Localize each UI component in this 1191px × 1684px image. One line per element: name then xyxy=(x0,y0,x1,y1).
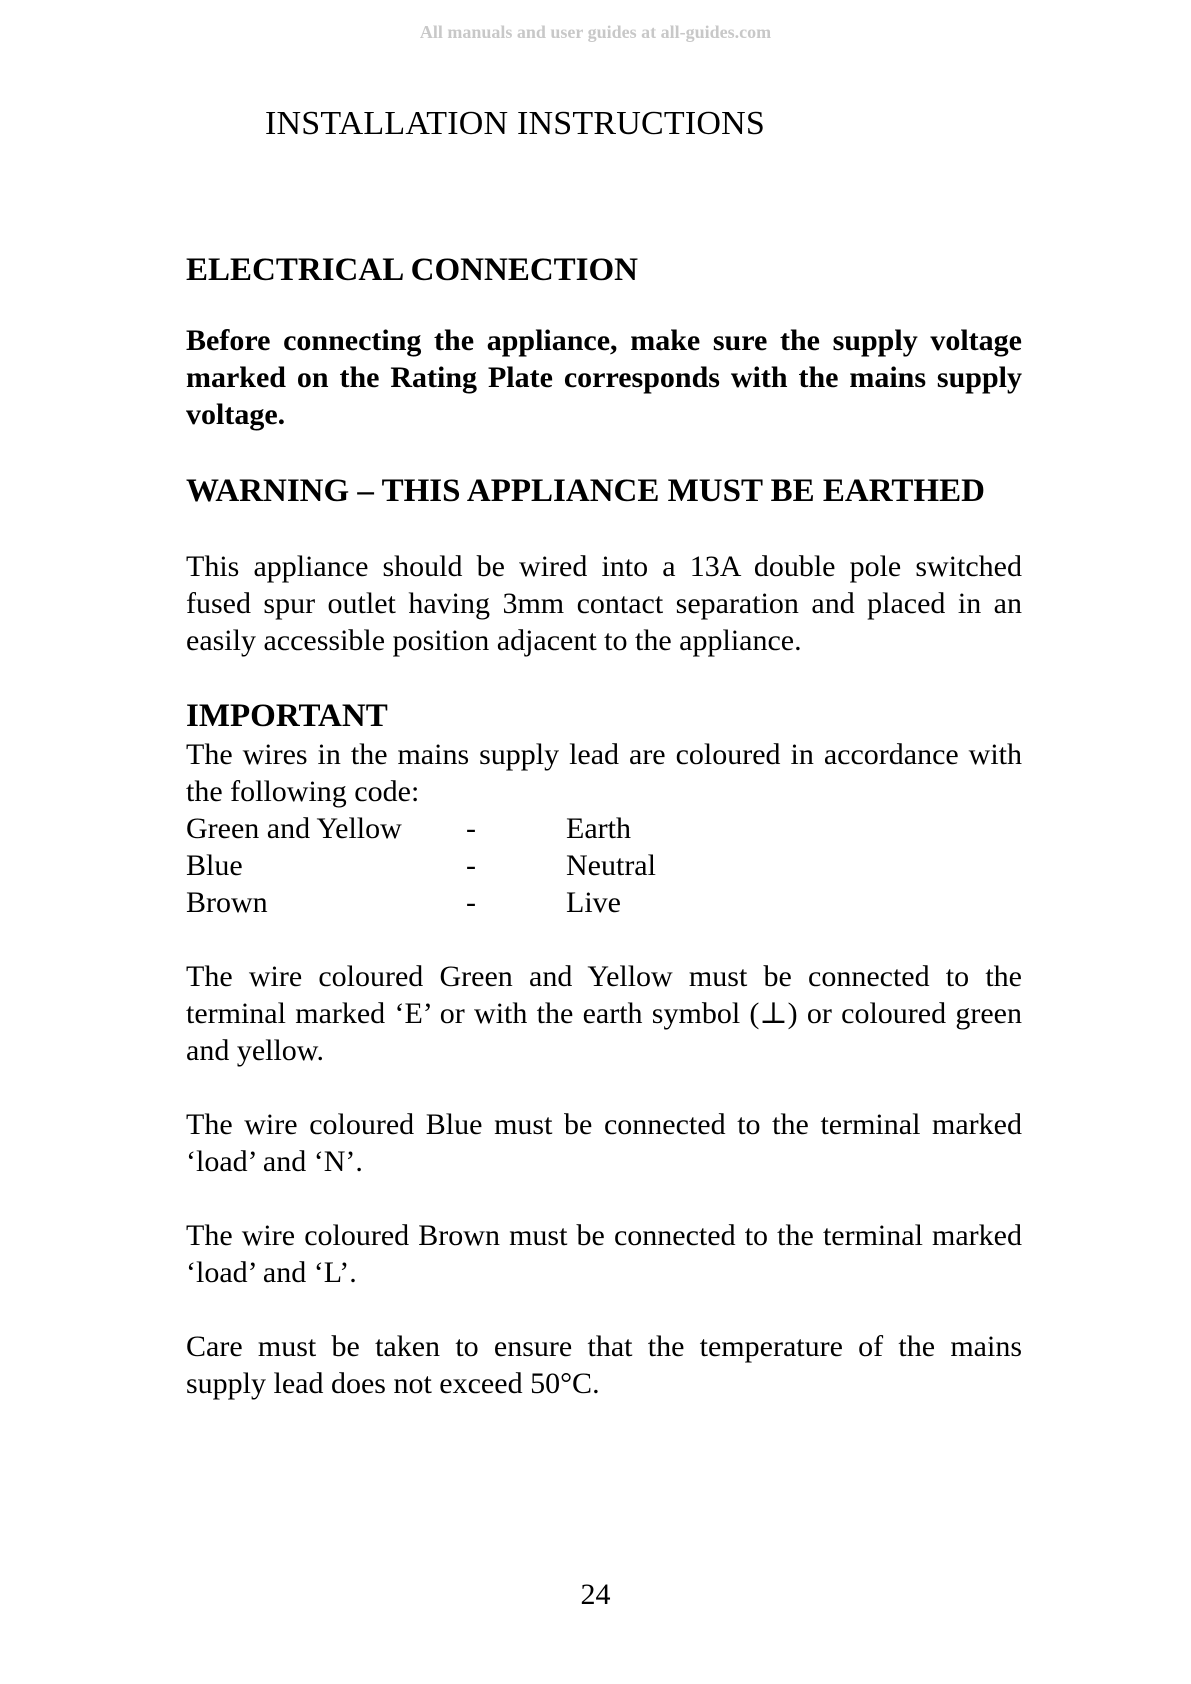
page-number: 24 xyxy=(580,1578,611,1611)
wire-colour-table xyxy=(186,810,1022,921)
blue-wire-paragraph: The wire coloured Blue must be connected to the terminal marked ‘load’ and ‘N’. xyxy=(186,1108,1022,1178)
warning-earthed-heading: WARNING – THIS APPLIANCE MUST BE EARTHED xyxy=(186,473,985,509)
wire-dash: - xyxy=(466,812,476,845)
temperature-paragraph: Care must be taken to ensure that the temperature of the mains supply lead does not exceed 50°C. xyxy=(186,1330,1022,1400)
brown-wire-paragraph: The wire coloured Brown must be connected to the terminal marked ‘load’ and ‘L’. xyxy=(186,1219,1022,1289)
wire-terminal: Neutral xyxy=(566,849,656,882)
wiring-paragraph: This appliance should be wired into a 13A double pole switched fused spur outlet having 3mm contact separation and placed in an easily accessible position adjacent to the appliance. xyxy=(186,550,1022,657)
page-header: INSTALLATION INSTRUCTIONS xyxy=(265,105,765,142)
wire-row xyxy=(186,884,1022,921)
important-intro: The wires in the mains supply lead are coloured in accordance with the following code: xyxy=(186,738,1022,808)
wire-terminal: Earth xyxy=(566,812,631,845)
important-heading: IMPORTANT xyxy=(186,698,388,734)
wire-dash: - xyxy=(466,886,476,919)
wire-colour: Green and Yellow xyxy=(186,812,402,845)
wire-dash: - xyxy=(466,849,476,882)
watermark-text: All manuals and user guides at all-guides.com xyxy=(419,22,772,42)
green-yellow-wire-paragraph: The wire coloured Green and Yellow must be connected to the terminal marked ‘E’ or with the earth symbol (⊥) or coloured green and yellow. xyxy=(186,960,1022,1067)
page-content xyxy=(186,250,1022,1402)
wire-terminal: Live xyxy=(566,886,621,919)
supply-voltage-note: Before connecting the appliance, make sure the supply voltage marked on the Rating Plate corresponds with the mains supply voltage. xyxy=(186,324,1022,431)
section-title-electrical-connection: ELECTRICAL CONNECTION xyxy=(186,252,639,288)
wire-row xyxy=(186,810,1022,847)
wire-row xyxy=(186,847,1022,884)
wire-colour: Brown xyxy=(186,886,268,919)
wire-colour: Blue xyxy=(186,849,243,882)
